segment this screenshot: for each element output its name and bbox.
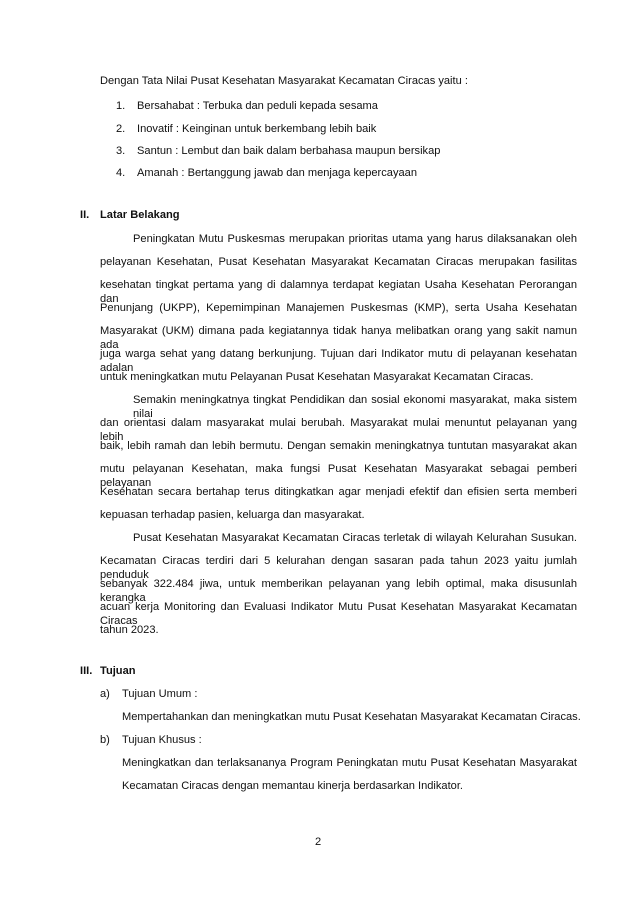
item-text: Mempertahankan dan meningkatkan mutu Pusat Kesehatan Masyarakat Kecamatan Ciracas. bbox=[122, 711, 581, 723]
paragraph-line: pelayanan Kesehatan, Pusat Kesehatan Masyarakat Kecamatan Ciracas merupakan fasilitas bbox=[100, 256, 577, 268]
section-number: II. bbox=[80, 209, 90, 221]
item-text: Meningkatkan dan terlaksananya Program Peningkatan mutu Pusat Kesehatan Masyarakat bbox=[122, 757, 577, 769]
paragraph-line: Penunjang (UKPP), Kepemimpinan Manajemen Puskesmas (KMP), serta Usaha Kesehatan bbox=[100, 302, 577, 314]
paragraph-line: baik, lebih ramah dan lebih bermutu. Dengan semakin meningkatnya tuntutan masyarakat akan bbox=[100, 440, 577, 452]
page-number: 2 bbox=[315, 836, 322, 848]
value-number: 1. bbox=[116, 100, 126, 112]
value-number: 4. bbox=[116, 167, 126, 179]
paragraph-line: untuk meningkatkan mutu Pelayanan Pusat Kesehatan Masyarakat Kecamatan Ciracas. bbox=[100, 371, 534, 383]
paragraph-line: Kecamatan Ciracas terdiri dari 5 kelurahan dengan sasaran pada tahun 2023 yaitu jumlah penduduk bbox=[100, 555, 577, 581]
value-item: Santun : Lembut dan baik dalam berbahasa maupun bersikap bbox=[137, 145, 441, 157]
paragraph-line: acuan kerja Monitoring dan Evaluasi Indikator Mutu Pusat Kesehatan Masyarakat Kecamatan Ciracas bbox=[100, 601, 577, 627]
item-label: Tujuan Khusus : bbox=[122, 734, 202, 746]
value-number: 2. bbox=[116, 123, 126, 135]
item-text: Kecamatan Ciracas dengan memantau kinerja berdasarkan Indikator. bbox=[122, 780, 464, 792]
section-heading: Tujuan bbox=[100, 665, 136, 677]
section-number: III. bbox=[80, 665, 93, 677]
item-letter: a) bbox=[100, 688, 110, 700]
item-letter: b) bbox=[100, 734, 110, 746]
value-number: 3. bbox=[116, 145, 126, 157]
paragraph-line: Peningkatan Mutu Puskesmas merupakan prioritas utama yang harus dilaksanakan oleh bbox=[133, 233, 577, 245]
value-item: Inovatif : Keinginan untuk berkembang lebih baik bbox=[137, 123, 377, 135]
item-label: Tujuan Umum : bbox=[122, 688, 198, 700]
paragraph-line: dan orientasi dalam masyarakat mulai berubah. Masyarakat mulai menuntut pelayanan yang lebih bbox=[100, 417, 577, 443]
paragraph-line: sebanyak 322.484 jiwa, untuk memberikan pelayanan yang lebih optimal, maka disusunlah kerangka bbox=[100, 578, 577, 604]
paragraph-line: mutu pelayanan Kesehatan, maka fungsi Pusat Kesehatan Masyarakat sebagai pemberi pelayanan bbox=[100, 463, 577, 489]
paragraph-line: Semakin meningkatnya tingkat Pendidikan dan sosial ekonomi masyarakat, maka sistem nilai bbox=[133, 394, 577, 420]
value-item: Amanah : Bertanggung jawab dan menjaga kepercayaan bbox=[137, 167, 418, 179]
paragraph-line: tahun 2023. bbox=[100, 624, 159, 636]
section-heading: Latar Belakang bbox=[100, 209, 180, 221]
value-item: Bersahabat : Terbuka dan peduli kepada sesama bbox=[137, 100, 378, 112]
paragraph-line: juga warga sehat yang datang berkunjung. Tujuan dari Indikator mutu di pelayanan kesehatan adalan bbox=[100, 348, 577, 374]
paragraph-line: Pusat Kesehatan Masyarakat Kecamatan Ciracas terletak di wilayah Kelurahan Susukan. bbox=[133, 532, 577, 544]
values-intro: Dengan Tata Nilai Pusat Kesehatan Masyarakat Kecamatan Ciracas yaitu : bbox=[100, 75, 468, 87]
paragraph-line: kesehatan tingkat pertama yang di dalamnya terdapat kegiatan Usaha Kesehatan Perorangan dan bbox=[100, 279, 577, 305]
paragraph-line: Kesehatan secara bertahap terus ditingkatkan agar menjadi efektif dan efisien serta memberi bbox=[100, 486, 577, 498]
paragraph-line: Masyarakat (UKM) dimana pada kegiatannya tidak hanya melibatkan orang yang sakit namun ada bbox=[100, 325, 577, 351]
paragraph-line: kepuasan terhadap pasien, keluarga dan masyarakat. bbox=[100, 509, 365, 521]
